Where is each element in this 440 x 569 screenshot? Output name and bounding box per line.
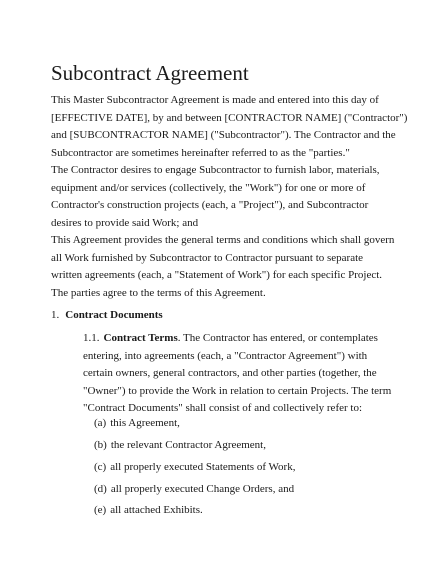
- intro-line: Subcontractor are sometimes hereinafter referred to as the "parties.": [51, 146, 350, 159]
- list-text: all attached Exhibits.: [110, 504, 203, 516]
- scope-line: written agreements (each, a "Statement of Work") for each specific Project.: [51, 269, 383, 282]
- scope-line: all Work furnished by Subcontractor to Contractor pursuant to separate: [51, 251, 364, 264]
- agreement-paragraph: [51, 285, 396, 303]
- document-title: Subcontract Agreement: [51, 61, 249, 85]
- list-item: [94, 459, 295, 477]
- purpose-line: desires to provide said Work; and: [51, 216, 199, 229]
- list-marker: (d): [94, 483, 107, 495]
- subsection-term: Contract Terms: [103, 332, 178, 344]
- purpose-paragraph: [51, 162, 396, 232]
- list-item: [94, 415, 180, 433]
- list-marker: (c): [94, 461, 107, 473]
- subsection-first-line-text: . The Contractor has entered, or contemplates: [177, 332, 378, 344]
- purpose-line: Contractor's construction projects (each, a "Project"), and Subcontractor: [51, 199, 369, 212]
- list-marker: (e): [94, 504, 107, 516]
- intro-paragraph: [51, 92, 408, 162]
- section-heading: [51, 307, 163, 325]
- list-marker: (a): [94, 417, 107, 429]
- list-text: this Agreement,: [110, 417, 180, 429]
- list-marker: (b): [94, 439, 107, 451]
- list-text: the relevant Contractor Agreement,: [110, 439, 266, 451]
- list-item: [94, 502, 203, 520]
- scope-paragraph: [51, 232, 396, 285]
- scope-line: This Agreement provides the general terms and conditions which shall govern: [51, 234, 395, 246]
- subsection-line: certain owners, general contractors, and other parties (together, the: [83, 367, 377, 380]
- intro-line: [EFFECTIVE DATE], by and between [CONTRACTOR NAME] ("Contractor"): [51, 111, 408, 124]
- subsection-contract-terms: [83, 330, 403, 418]
- list-text: all properly executed Change Orders, and: [110, 483, 295, 495]
- list-item: [94, 437, 266, 455]
- subsection-number: 1.1.: [83, 332, 100, 344]
- section-number: 1.: [51, 309, 60, 321]
- subsection-line: entering, into agreements (each, a "Contractor Agreement") with: [83, 349, 368, 362]
- agreement-line: The parties agree to the terms of this Agreement.: [51, 287, 266, 299]
- list-item: [94, 481, 294, 499]
- purpose-line: The Contractor desires to engage Subcontractor to furnish labor, materials,: [51, 164, 380, 176]
- subsection-line: "Contract Documents" shall consist of and collectively refer to:: [83, 402, 363, 415]
- intro-line: This Master Subcontractor Agreement is made and entered into this day of: [51, 94, 379, 106]
- subsection-line: "Owner") to provide the Work in relation to certain Projects. The term: [83, 384, 392, 397]
- intro-line: and [SUBCONTRACTOR NAME] ("Subcontractor"). The Contractor and the: [51, 129, 396, 142]
- list-text: all properly executed Statements of Work,: [110, 461, 296, 473]
- section-title: Contract Documents: [65, 309, 163, 321]
- subsection-first-line: [83, 330, 403, 348]
- purpose-line: equipment and/or services (collectively, the "Work") for one or more of: [51, 181, 366, 194]
